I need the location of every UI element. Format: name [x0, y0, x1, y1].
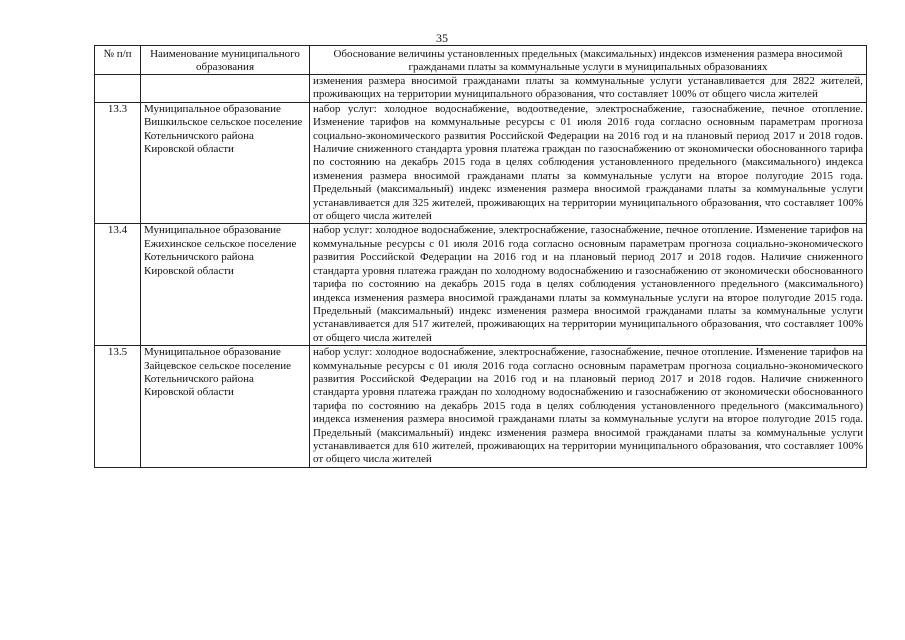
row-municipality: Муниципальное образование Ежихинское сельское поселение Котельничского района Кировской области	[141, 224, 310, 346]
table-row	[95, 346, 867, 468]
header-row	[95, 46, 867, 75]
row-municipality	[141, 75, 310, 103]
row-justification: набор услуг: холодное водоснабжение, электроснабжение, газоснабжение, печное отопление. Изменение тарифов на коммунальные ресурсы с 01 июля 2016 года согласно основным параметрам прогноза социально-экономического развития Российской Федерации на 2016 год и на плановый период 2017 и 2018 годов. Наличие сниженного стандарта уровня платежа граждан по холодному водоснабжению и газоснабжению от экономически обоснованного тарифа по состоянию на декабрь 2015 года в целях соблюдения установленного предельного (максимального) индекса изменения размера вносимой гражданами платы за коммунальные услуги на второе полугодие 2015 года. Предельный (максимальный) индекс изменения размера вносимой гражданами платы за коммунальные услуги устанавливается для 517 жителей, проживающих на территории муниципального образования, что составляет 100% от общего числа жителей	[310, 224, 867, 346]
table-row	[95, 75, 867, 103]
header-municipality: Наименование муниципального образования	[141, 46, 310, 75]
row-num: 13.5	[95, 346, 141, 468]
row-num	[95, 75, 141, 103]
row-justification: набор услуг: холодное водоснабжение, электроснабжение, газоснабжение, печное отопление. Изменение тарифов на коммунальные ресурсы с 01 июля 2016 года согласно основным параметрам прогноза социально-экономического развития Российской Федерации на 2016 год и на плановый период 2017 и 2018 годов. Наличие сниженного стандарта уровня платежа граждан по холодному водоснабжению и газоснабжению от экономически обоснованного тарифа по состоянию на декабрь 2015 года в целях соблюдения установленного предельного (максимального) индекса изменения размера вносимой гражданами платы за коммунальные услуги на второе полугодие 2015 года. Предельный (максимальный) индекс изменения размера вносимой гражданами платы за коммунальные услуги устанавливается для 610 жителей, проживающих на территории муниципального образования, что составляет 100% от общего числа жителей	[310, 346, 867, 468]
row-justification: набор услуг: холодное водоснабжение, водоотведение, электроснабжение, газоснабжение, печное отопление. Изменение тарифов на коммунальные ресурсы с 01 июля 2016 года согласно основным параметрам прогноза социально-экономического развития Российской Федерации на 2016 год и на плановый период 2017 и 2018 годов. Наличие сниженного стандарта уровня платежа граждан по газоснабжению от экономически обоснованного тарифа по состоянию на декабрь 2015 года в целях соблюдения установленного предельного (максимального) индекса изменения размера вносимой гражданами платы за коммунальные услуги на второе полугодие 2015 года. Предельный (максимальный) индекс изменения размера вносимой гражданами платы за коммунальные услуги устанавливается для 325 жителей, проживающих на территории муниципального образования, что составляет 100% от общего числа жителей	[310, 102, 867, 224]
header-justification: Обоснование величины установленных предельных (максимальных) индексов изменения размера вносимой гражданами платы за коммунальные услуги в муниципальных образованиях	[310, 46, 867, 75]
tariff-index-table	[94, 45, 867, 468]
header-num: № п/п	[95, 46, 141, 75]
table-row	[95, 224, 867, 346]
row-municipality: Муниципальное образование Вишкильское сельское поселение Котельничского района Кировской области	[141, 102, 310, 224]
row-justification: изменения размера вносимой гражданами платы за коммунальные услуги устанавливается для 2822 жителей, проживающих на территории муниципального образования, что составляет 100% от общего числа жителей	[310, 75, 867, 103]
table-row	[95, 102, 867, 224]
table-header	[95, 46, 867, 75]
row-num: 13.3	[95, 102, 141, 224]
page-number: 35	[436, 31, 448, 45]
row-municipality: Муниципальное образование Зайцевское сельское поселение Котельничского района Кировской области	[141, 346, 310, 468]
row-num: 13.4	[95, 224, 141, 346]
